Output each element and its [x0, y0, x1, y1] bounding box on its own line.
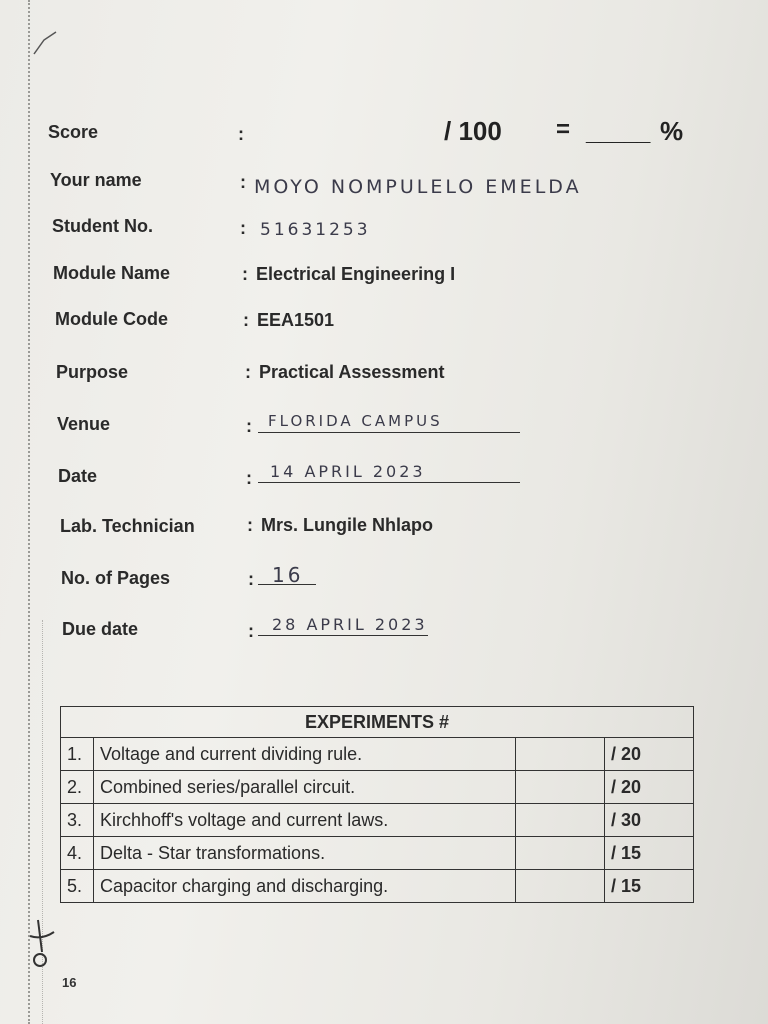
date-underline [258, 482, 520, 483]
field-label-module-code: Module Code [55, 309, 168, 329]
field-label-due-date: Due date [62, 619, 139, 639]
field-label-name: Your name [50, 170, 142, 190]
table-row [61, 837, 694, 870]
row-score: / 20 [605, 771, 694, 804]
field-label-module-name: Module Name [53, 263, 171, 283]
pages-underline [258, 584, 316, 585]
field-label-student-no: Student No. [52, 216, 153, 236]
table-row [61, 870, 694, 903]
percent-blank: _____ [586, 116, 649, 146]
row-number: 2. [61, 771, 94, 804]
score-equals: = [556, 116, 571, 143]
row-experiment-name: Capacitor charging and discharging. [94, 870, 516, 903]
row-number: 3. [61, 804, 94, 837]
row-score: / 15 [605, 870, 694, 903]
field-value-module-name: Electrical Engineering I [256, 264, 456, 284]
field-label-pages: No. of Pages [61, 568, 171, 588]
tick-mark-icon [30, 28, 66, 64]
field-value-student-no: 51631253 [260, 220, 371, 240]
page-number: 16 [62, 975, 77, 990]
field-value-lab-technician: Mrs. Lungile Nhlapo [261, 515, 434, 535]
field-colon-date: : [246, 468, 252, 488]
field-value-pages: 16 [272, 563, 304, 587]
field-colon-module-name: : [242, 264, 248, 284]
field-label-venue: Venue [57, 414, 111, 434]
row-experiment-name: Voltage and current dividing rule. [94, 738, 516, 771]
field-colon-due-date: : [248, 621, 254, 641]
experiments-table [60, 706, 694, 903]
row-number: 5. [61, 870, 94, 903]
field-value-due-date: 28 APRIL 2023 [272, 615, 428, 634]
field-colon-student-no: : [240, 218, 246, 238]
venue-underline [258, 432, 520, 433]
perforation-line [28, 0, 30, 1024]
field-colon-name: : [240, 172, 246, 192]
row-blank-cell [516, 870, 605, 903]
row-score: / 15 [605, 837, 694, 870]
row-blank-cell [516, 771, 605, 804]
table-row [61, 804, 694, 837]
row-score: / 20 [605, 738, 694, 771]
row-blank-cell [516, 804, 605, 837]
row-blank-cell [516, 837, 605, 870]
field-colon-purpose: : [245, 362, 251, 382]
field-colon-lab-technician: : [247, 515, 253, 535]
row-score: / 30 [605, 804, 694, 837]
field-colon-module-code: : [243, 310, 249, 330]
row-blank-cell [516, 738, 605, 771]
score-total: / 100 [444, 116, 502, 146]
table-row [61, 738, 694, 771]
row-experiment-name: Combined series/parallel circuit. [94, 771, 516, 804]
row-number: 4. [61, 837, 94, 870]
table-row [61, 771, 694, 804]
field-colon-venue: : [246, 416, 252, 436]
scissors-icon [24, 918, 60, 970]
percent-sign: % [660, 116, 684, 146]
row-experiment-name: Delta - Star transformations. [94, 837, 516, 870]
field-value-name: MOYO NOMPULELO EMELDA [254, 176, 582, 198]
field-label-lab-technician: Lab. Technician [60, 516, 195, 536]
row-number: 1. [61, 738, 94, 771]
row-experiment-name: Kirchhoff's voltage and current laws. [94, 804, 516, 837]
field-label-date: Date [58, 466, 98, 486]
table-header-row [61, 707, 694, 738]
field-value-purpose: Practical Assessment [259, 362, 445, 382]
field-colon-pages: : [248, 569, 254, 589]
field-value-venue: FLORIDA CAMPUS [268, 412, 443, 430]
field-label-purpose: Purpose [56, 362, 129, 382]
field-value-date: 14 APRIL 2023 [270, 462, 426, 481]
due-date-underline [258, 635, 428, 636]
score-label: Score [48, 122, 99, 142]
experiments-title: EXPERIMENTS # [61, 707, 694, 738]
field-value-module-code: EEA1501 [257, 310, 335, 330]
score-colon: : [238, 124, 244, 144]
